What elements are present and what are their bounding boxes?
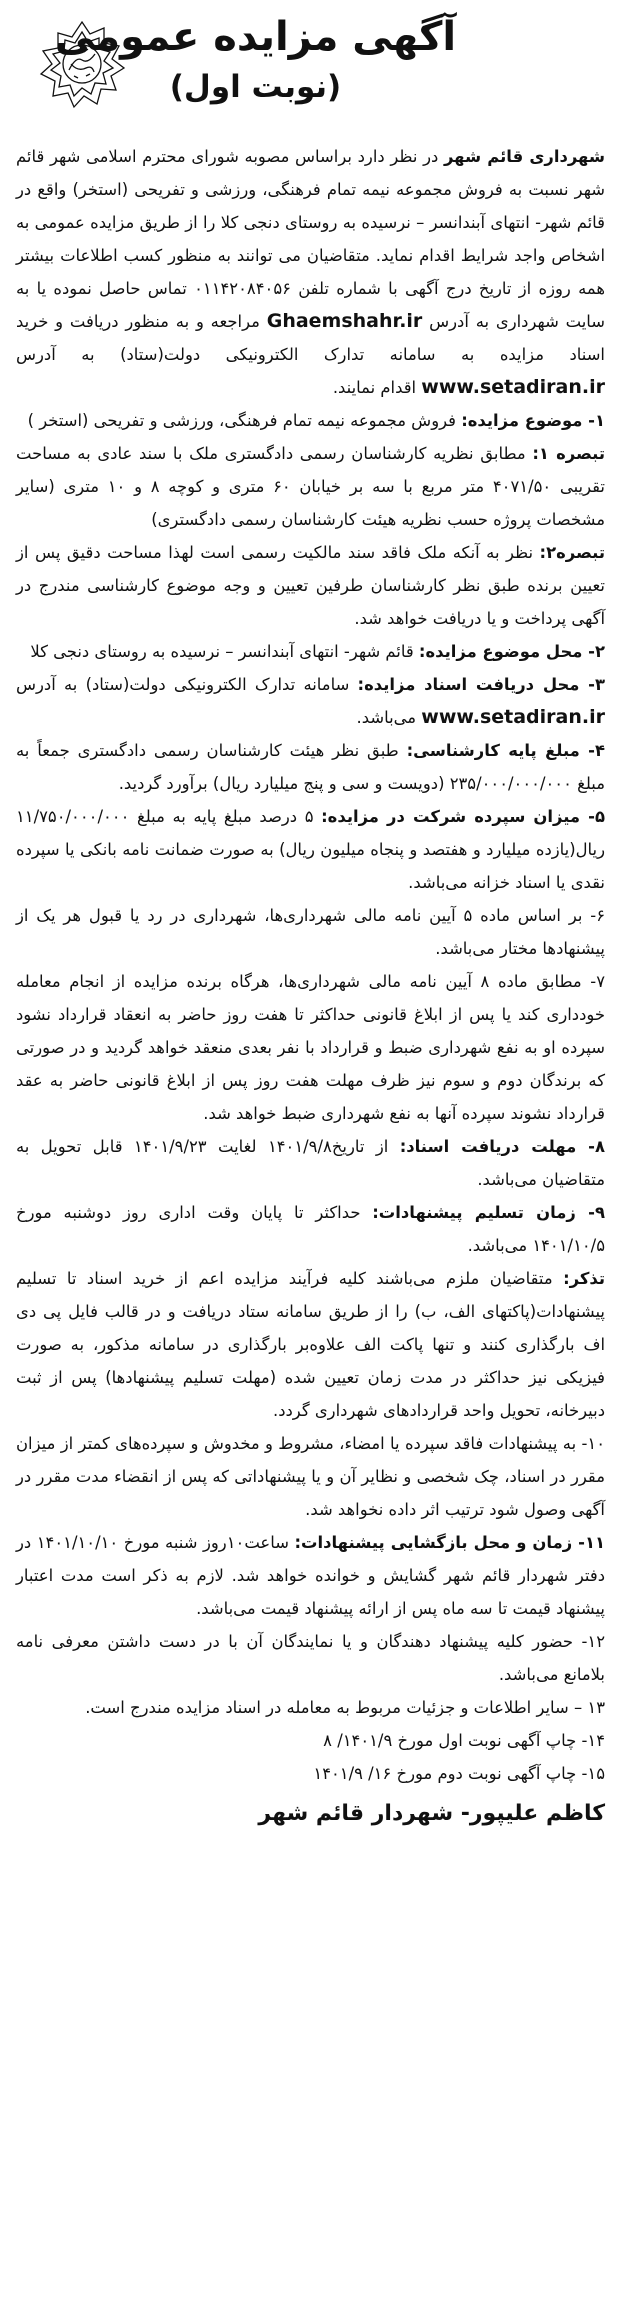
item-2-text: قائم شهر- انتهای آبندانسر – نرسیده به روستای دنجی کلا [30, 642, 419, 661]
note-2 [16, 536, 605, 635]
item-11-text: ساعت۱۰روز شنبه مورخ ۱۴۰۱/۱۰/۱۰ در دفتر شهردار قائم شهر گشایش و خوانده خواهد شد. لازم به ذکر است مدت اعتبار پیشنهاد قیمت تا سه ماه پس از ارائه پیشنهاد قیمت می‌باشد. [16, 1533, 605, 1618]
item-6: ۶- بر اساس ماده ۵ آیین نامه مالی شهرداری‌ها، شهرداری در رد یا قبول هر یک از پیشنهادها مختار می‌باشد. [16, 906, 605, 958]
municipality-emblem-icon [34, 16, 130, 112]
note-1 [16, 437, 605, 536]
item-11 [16, 1526, 605, 1625]
note-1-text: مطابق نظریه کارشناسان رسمی دادگستری ملک با سند عادی به مساحت تقریبی ۴۰۷۱/۵۰ متر مربع با سه بر خیابان ۶۰ متری و کوچه ۸ و ۱۰ متری (سایر مشخصات پروژه حسب نظریه هیئت کارشناسان رسمی دادگستری) [16, 444, 605, 529]
item-8-text: از تاریخ۱۴۰۱/۹/۸ لغایت ۱۴۰۱/۹/۲۳ قابل تحویل به متقاضیان می‌باشد. [16, 1137, 605, 1189]
item-9-text: حداکثر تا پایان وقت اداری روز دوشنبه مورخ ۱۴۰۱/۱۰/۵ می‌باشد. [16, 1203, 605, 1255]
reminder-label: تذکر: [563, 1269, 605, 1288]
item-7: ۷- مطابق ماده ۸ آیین نامه مالی شهرداری‌ها، هرگاه برنده مزایده از انجام معامله خودداری کند یا پس از ابلاغ قانونی حداکثر تا هفت روز حاضر به انعقاد قرارداد نشود سپرده او به نفع شهرداری ضبط و قرارداد با نفر بعدی منعقد خواهد گردید و در صورتی که برندگان دوم و سوم نیز ظرف مهلت هفت روز پس از ابلاغ قانونی حاضر به عقد قرارداد نشوند سپرده آنها به نفع شهرداری ضبط خواهد شد. [16, 972, 606, 1123]
signature: کاظم علیپور- شهردار قائم شهر [258, 1801, 605, 1826]
item-3-text: سامانه تدارک الکترونیکی دولت(ستاد) به آدرس [16, 675, 358, 694]
item-11-label: ۱۱- زمان و محل بازگشایی پیشنهادات: [294, 1533, 605, 1552]
website-link: Ghaemshahr.ir [266, 310, 423, 332]
item-5-label: ۵- میزان سپرده شرکت در مزایده: [321, 807, 605, 826]
item-12: ۱۲- حضور کلیه پیشنهاد دهندگان و یا نمایندگان آن با در دست داشتن معرفی نامه بلامانع می‌باشد. [16, 1632, 605, 1684]
item-3 [16, 668, 605, 734]
note-2-label: تبصره۲: [539, 543, 605, 562]
print-date-first: ۱۴- چاپ آگهی نوبت اول مورخ ۱۴۰۱/۹/ ۸ [323, 1731, 605, 1750]
item-13: ۱۳ – سایر اطلاعات و جزئیات مربوط به معامله در اسناد مزایده مندرج است. [85, 1698, 605, 1717]
item-4-label: ۴- مبلغ پایه کارشناسی: [406, 741, 605, 760]
print-date-second: ۱۵- چاپ آگهی نوبت دوم مورخ ۱۶/ ۱۴۰۱/۹ [313, 1764, 605, 1783]
note-1-label: تبصره ۱: [532, 444, 605, 463]
org-name: شهرداری قائم شهر [443, 147, 605, 166]
notice-title: آگهی مزایده عمومی [54, 14, 457, 60]
header [16, 10, 605, 140]
item-8 [16, 1130, 605, 1196]
note-2-text: نظر به آنکه ملک فاقد سند مالکیت رسمی است لهذا مساحت دقیق پس از تعیین برنده طبق نظر کارشناسان طرفین تعیین و وجه موضوع کارشناسی مندرج در آگهی پرداخت و یا دریافت خواهد شد. [16, 543, 605, 628]
notice-subtitle: (نوبت اول) [169, 69, 342, 105]
item-3-label: ۳- محل دریافت اسناد مزایده: [357, 675, 605, 694]
item-10: ۱۰- به پیشنهادات فاقد سپرده یا امضاء، مشروط و مخدوش و سپرده‌های کمتر از میزان مقرر در اسناد، چک شخصی و نظایر آن و یا پیشنهاداتی که پس از انقضاء مدت مقرر در آگهی وصول شود ترتیب اثر داده نخواهد شد. [16, 1434, 605, 1519]
intro-text-3: اقدام نمایند. [332, 378, 422, 397]
setad-link: www.setadiran.ir [421, 376, 605, 398]
intro-text-2: مراجعه و به منظور دریافت و خرید اسناد مزایده به سامانه تدارک الکترونیکی دولت(ستاد) به آدرس [16, 312, 605, 364]
notice-body [16, 140, 605, 1724]
item-1 [16, 404, 605, 437]
reminder-text: متقاضیان ملزم می‌باشند کلیه فرآیند مزایده اعم از خرید اسناد تا تسلیم پیشنهادات(پاکتهای الف، ب) را از طریق سامانه ستاد دریافت و در قالب فایل پی دی اف بارگذاری کنند و تنها پاکت الف علاوه‌بر بارگذاری در سامانه مذکور، به صورت فیزیکی نیز حداکثر در مدت زمان تعیین شده (مهلت تسلیم پیشنهادها) پس از ثبت دبیرخانه، تحویل واحد قراردادهای شهرداری گردد. [16, 1269, 605, 1420]
item-9 [16, 1196, 605, 1262]
item-8-label: ۸- مهلت دریافت اسناد: [399, 1137, 605, 1156]
item-5-text: ۵ درصد مبلغ پایه به مبلغ ۱۱/۷۵۰/۰۰۰/۰۰۰ ریال(یازده میلیارد و هفتصد و پنجاه میلیون ریال) به صورت ضمانت نامه بانکی یا سپرده نقدی یا اسناد خزانه می‌باشد. [16, 807, 605, 892]
item-4 [16, 734, 605, 800]
item-1-text: فروش مجموعه نیمه تمام فرهنگی، ورزشی و تفریحی (استخر ) [27, 411, 462, 430]
item-2-label: ۲- محل موضوع مزایده: [418, 642, 605, 661]
intro-paragraph [16, 140, 605, 404]
reminder [16, 1262, 605, 1427]
item-1-label: ۱- موضوع مزایده: [461, 411, 605, 430]
item-5 [16, 800, 605, 899]
item-2 [16, 635, 605, 668]
intro-text-1: در نظر دارد براساس مصوبه شورای محترم اسلامی شهر قائم شهر نسبت به فروش مجموعه نیمه تمام فرهنگی، ورزشی و تفریحی (استخر) واقع در قائم شهر- انتهای آبندانسر – نرسیده به روستای دنجی کلا را از طریق مزایده عمومی به اشخاص واجد شرایط اقدام نماید. متقاضیان می توانند به منظور کسب اطلاعات بیشتر همه روزه از تاریخ درج آگهی با شماره تلفن ۰۱۱۴۲۰۸۴۰۵۶ تماس حاصل نموده یا به سایت شهرداری به آدرس [16, 147, 606, 331]
item-9-label: ۹- زمان تسلیم پیشنهادات: [372, 1203, 605, 1222]
item-3-site: www.setadiran.ir [421, 706, 605, 728]
item-4-text: طبق نظر هیئت کارشناسان رسمی دادگستری جمعاً به مبلغ ۲۳۵/۰۰۰/۰۰۰/۰۰۰ (دویست و سی و پنج میلیارد ریال) برآورد گردید. [16, 741, 605, 793]
item-3-tail: می‌باشد. [356, 708, 422, 727]
